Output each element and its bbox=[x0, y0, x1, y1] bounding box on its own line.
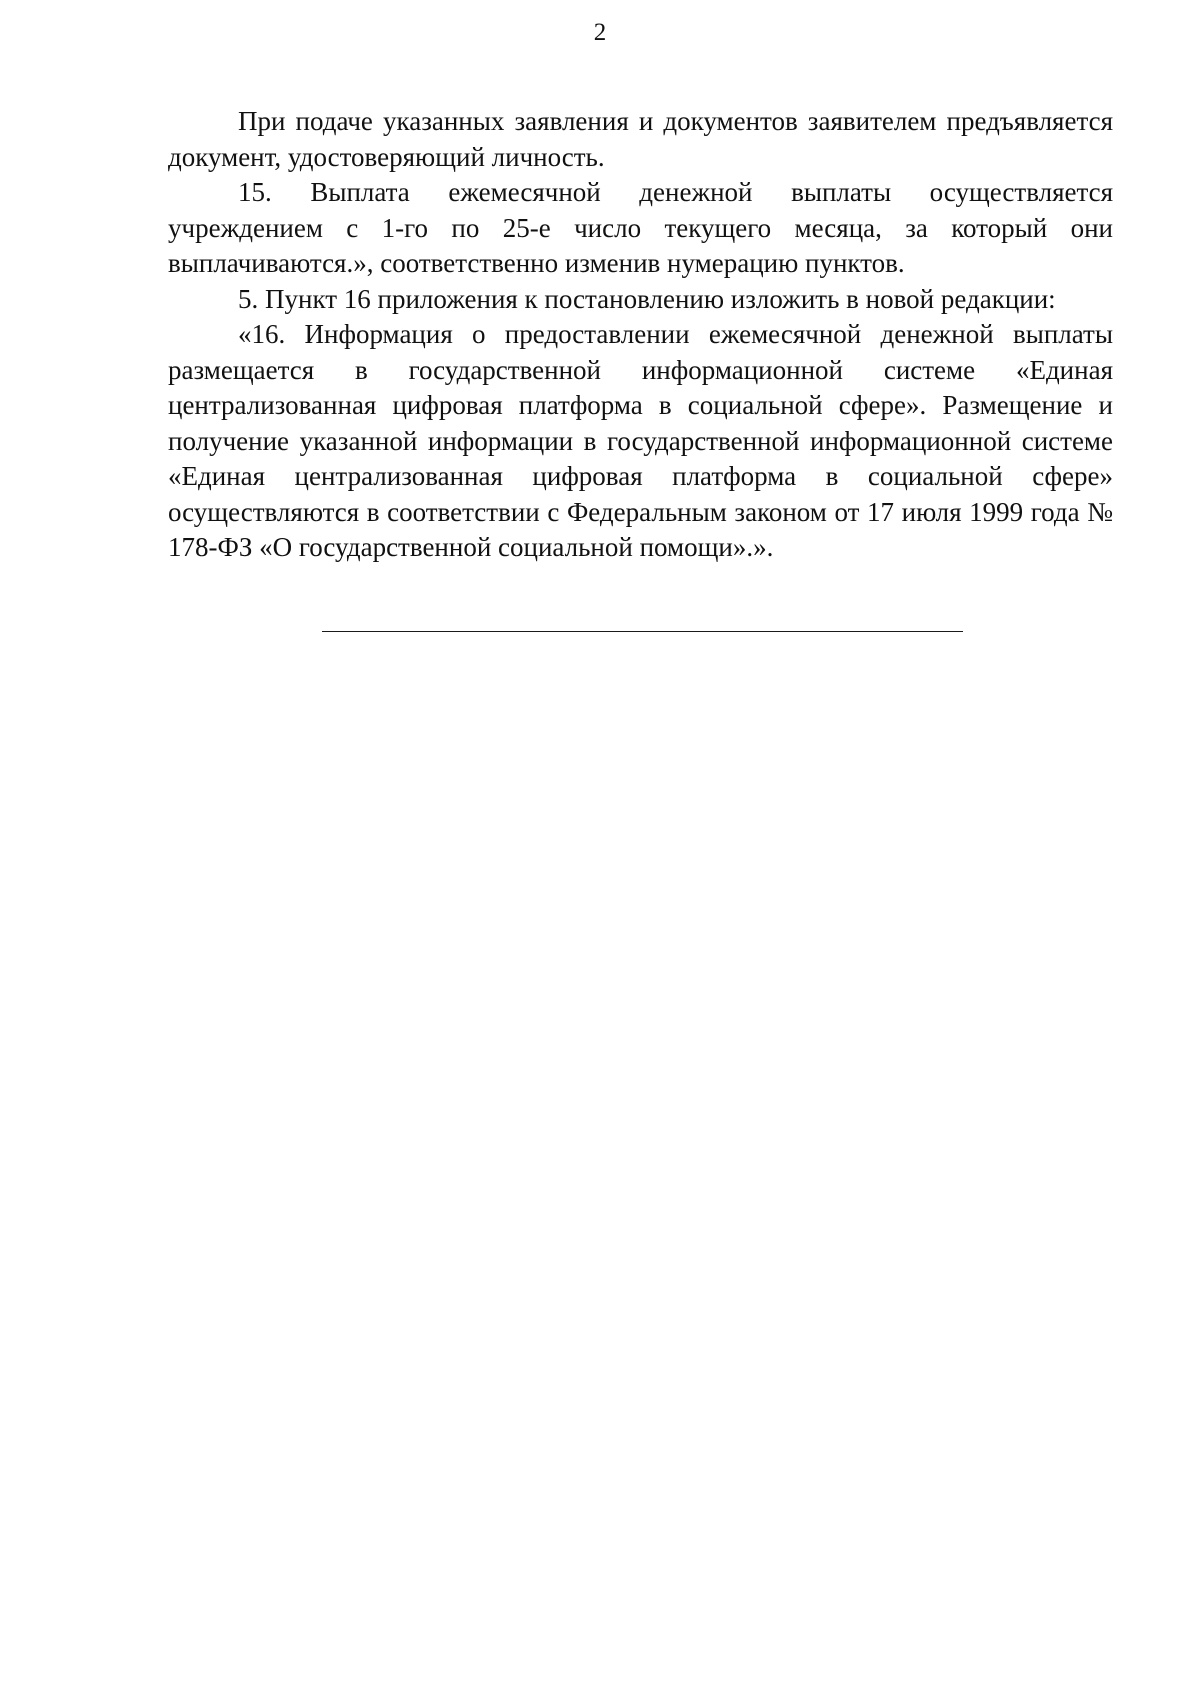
paragraph-item-15: 15. Выплата ежемесячной денежной выплаты осуществляется учреждением с 1-го по 25-е число текущего месяца, за который они выплачиваются.», соответственно изменив нумерацию пунктов. bbox=[168, 177, 1113, 278]
paragraph-item-16: «16. Информация о предоставлении ежемесячной денежной выплаты размещается в государственной информационной системе «Единая централизованная цифровая платформа в социальной сфере». Размещение и получение указанной информации в государственной информационной системе «Единая централизованная цифровая платформа в социальной сфере» осуществляются в соответствии с Федеральным законом от 17 июля 1999 года № 178-ФЗ «О государственной социальной помощи».». bbox=[168, 319, 1113, 562]
paragraph-applicant-identity: При подаче указанных заявления и документов заявителем предъявляется документ, удостоверяющий личность. bbox=[168, 106, 1113, 172]
paragraph-point-5: 5. Пункт 16 приложения к постановлению изложить в новой редакции: bbox=[238, 283, 1056, 314]
document-body bbox=[168, 104, 1113, 566]
end-divider bbox=[322, 631, 963, 632]
page-number: 2 bbox=[593, 19, 607, 46]
